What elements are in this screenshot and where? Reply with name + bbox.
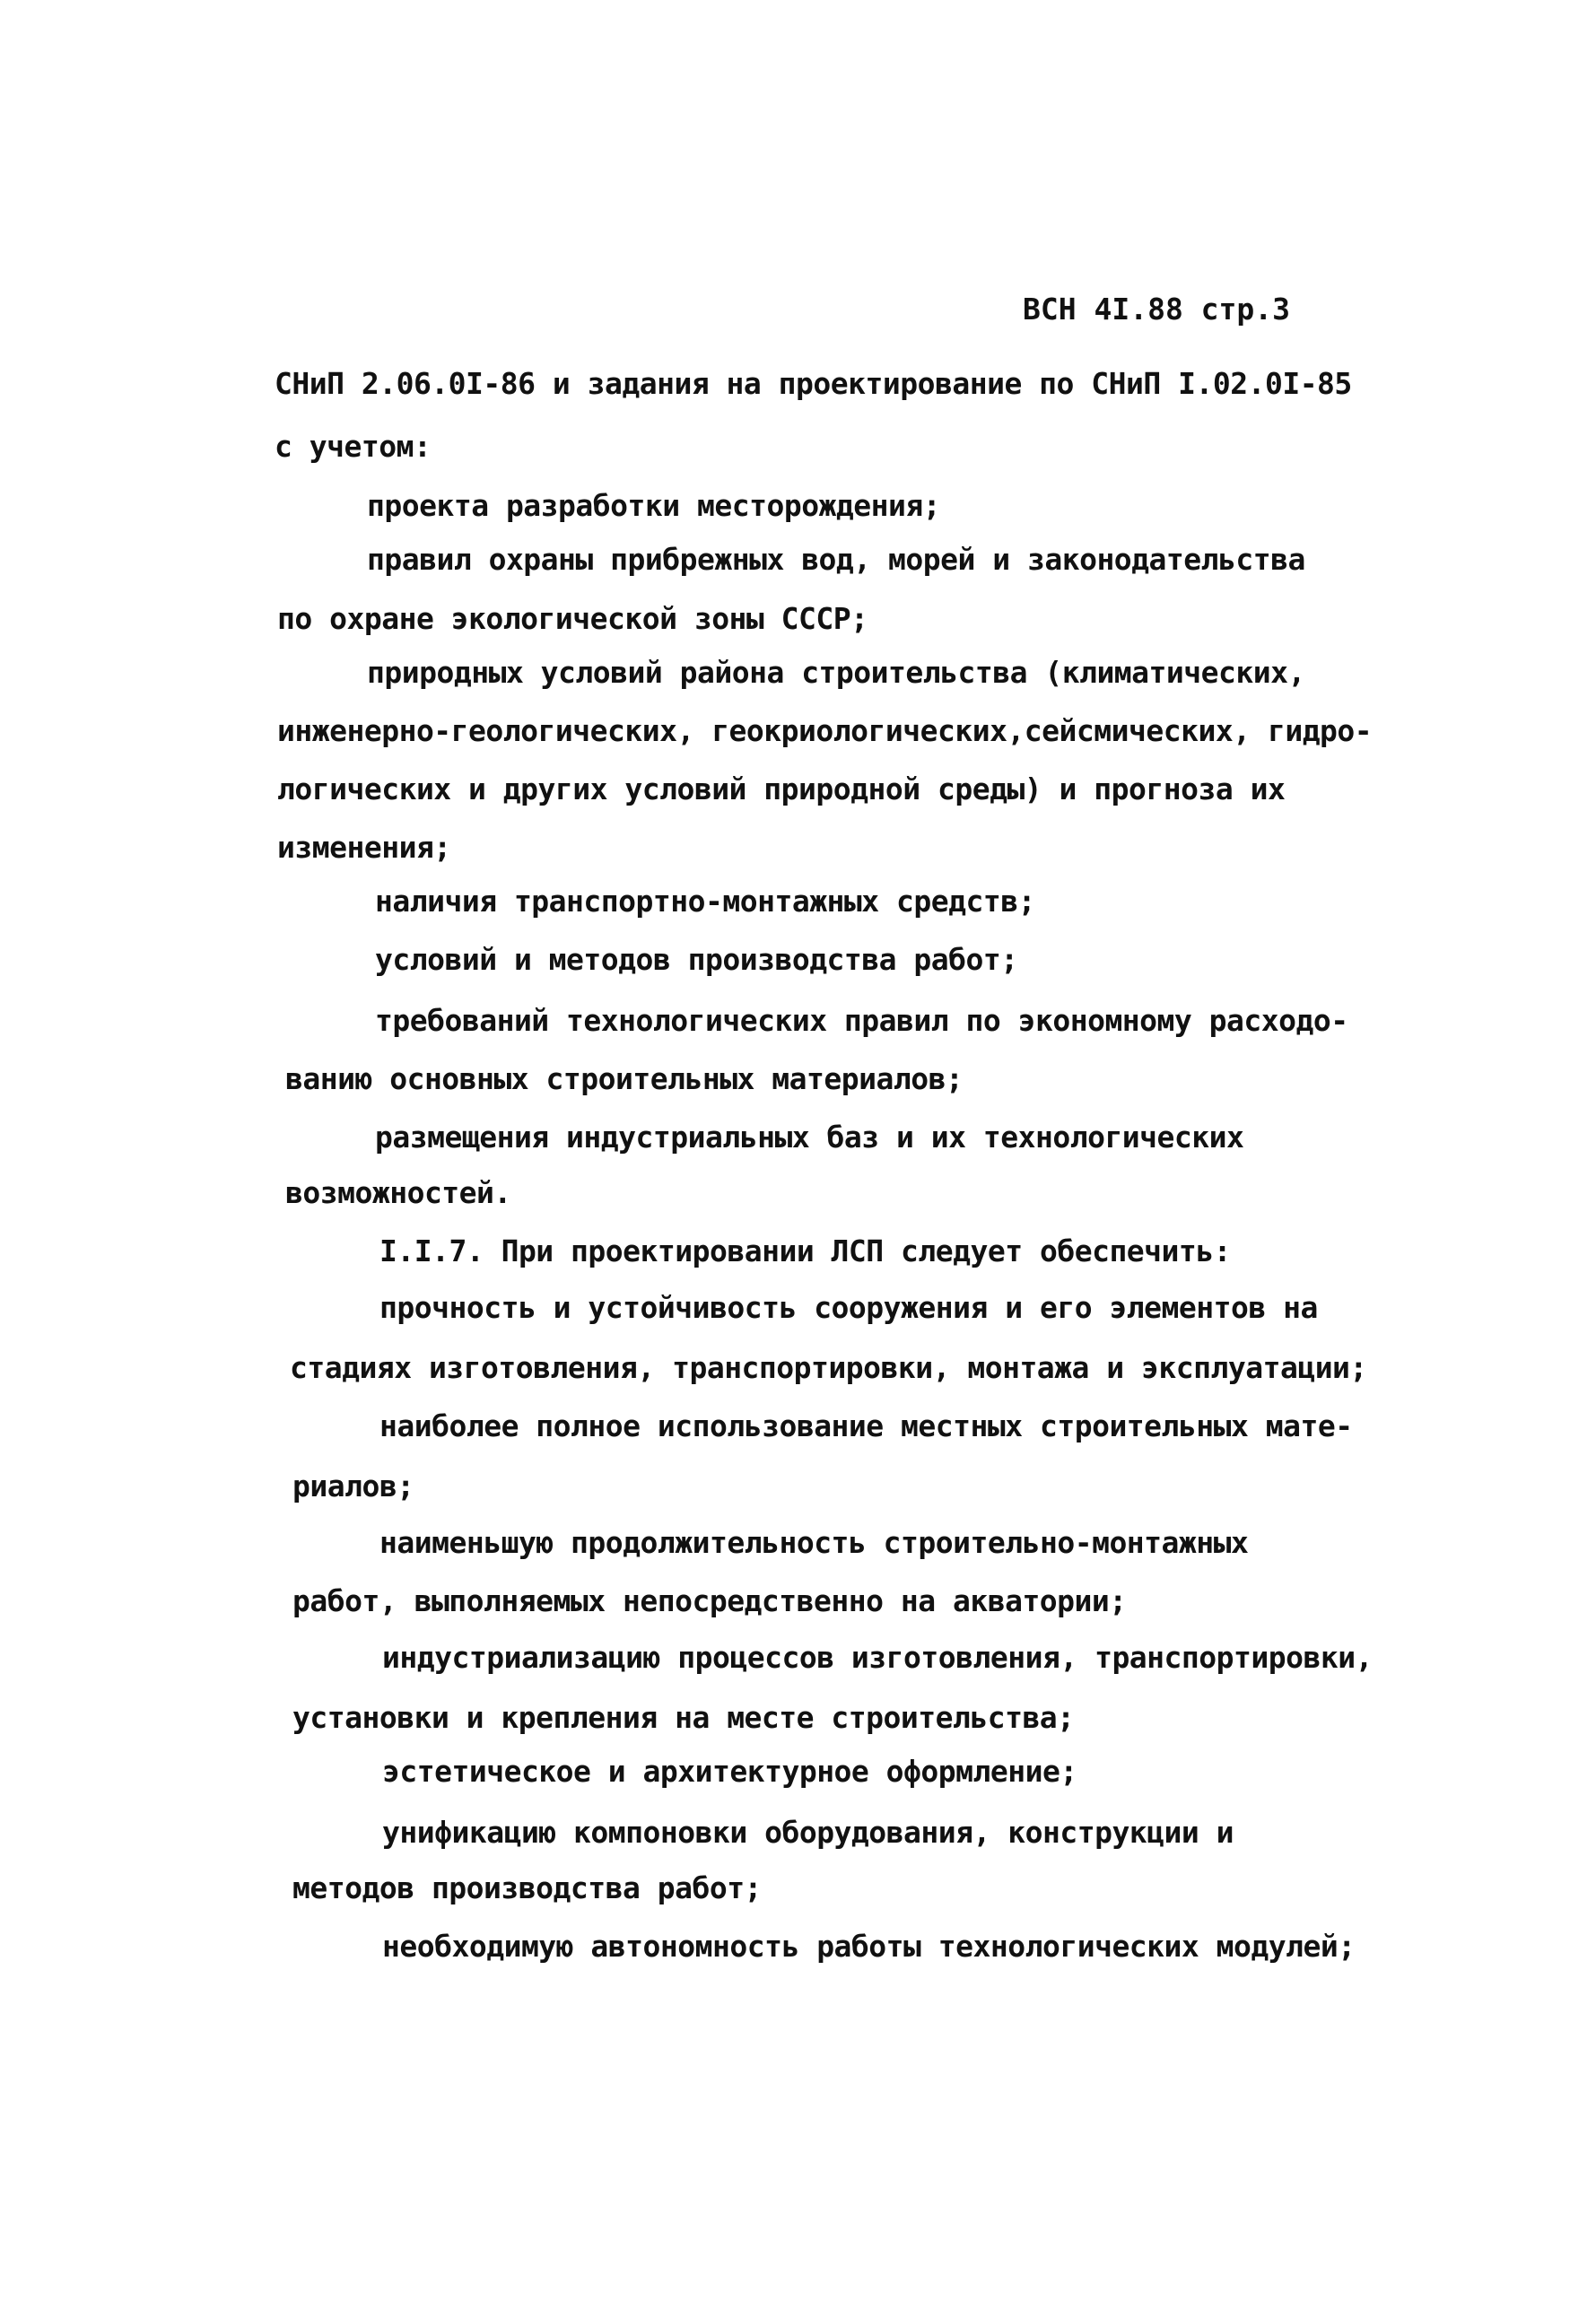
text-line: наиболее полное использование местных строительных мате- bbox=[379, 1408, 1353, 1443]
text-line: логических и других условий природной среды) и прогноза их bbox=[277, 771, 1286, 806]
text-line: риалов; bbox=[292, 1469, 414, 1503]
text-line: наличия транспортно-монтажных средств; bbox=[375, 884, 1035, 919]
text-line: необходимую автономность работы технологических модулей; bbox=[382, 1929, 1356, 1964]
text-line: проекта разработки месторождения; bbox=[367, 488, 941, 523]
text-line: по охране экологической зоны СССР; bbox=[277, 601, 868, 636]
text-line: СНиП 2.06.0I-86 и задания на проектирование по СНиП I.02.0I-85 bbox=[275, 366, 1352, 401]
text-line: индустриализацию процессов изготовления, транспортировки, bbox=[382, 1640, 1373, 1675]
text-line: установки и крепления на месте строительства; bbox=[292, 1700, 1075, 1735]
text-line: изменения; bbox=[277, 830, 451, 865]
text-line: ванию основных строительных материалов; bbox=[285, 1061, 964, 1096]
text-line: возможностей. bbox=[285, 1175, 511, 1210]
text-line: природных условий района строительства (климатических, bbox=[367, 655, 1305, 690]
text-line: стадиях изготовления, транспортировки, монтажа и эксплуатации; bbox=[290, 1350, 1367, 1385]
text-line: унификацию компоновки оборудования, конструкции и bbox=[382, 1815, 1234, 1850]
text-line: требований технологических правил по экономному расходо- bbox=[375, 1003, 1348, 1038]
text-line: правил охраны прибрежных вод, морей и законодательства bbox=[367, 542, 1305, 577]
text-line: размещения индустриальных баз и их технологических bbox=[375, 1120, 1244, 1155]
text-line: с учетом: bbox=[275, 429, 432, 464]
text-line: условий и методов производства работ; bbox=[375, 942, 1018, 977]
text-line: I.I.7. При проектировании ЛСП следует обеспечить: bbox=[379, 1233, 1232, 1268]
page-header: ВСН 4I.88 стр.3 bbox=[1023, 292, 1291, 327]
text-line: прочность и устойчивость сооружения и его элементов на bbox=[379, 1290, 1318, 1325]
text-line: инженерно-геологических, геокриологических,сейсмических, гидро- bbox=[277, 713, 1373, 748]
text-line: методов производства работ; bbox=[292, 1870, 762, 1905]
text-line: наименьшую продолжительность строительно-монтажных bbox=[379, 1525, 1249, 1560]
text-line: эстетическое и архитектурное оформление; bbox=[382, 1754, 1077, 1789]
text-line: работ, выполняемых непосредственно на акватории; bbox=[292, 1583, 1127, 1618]
